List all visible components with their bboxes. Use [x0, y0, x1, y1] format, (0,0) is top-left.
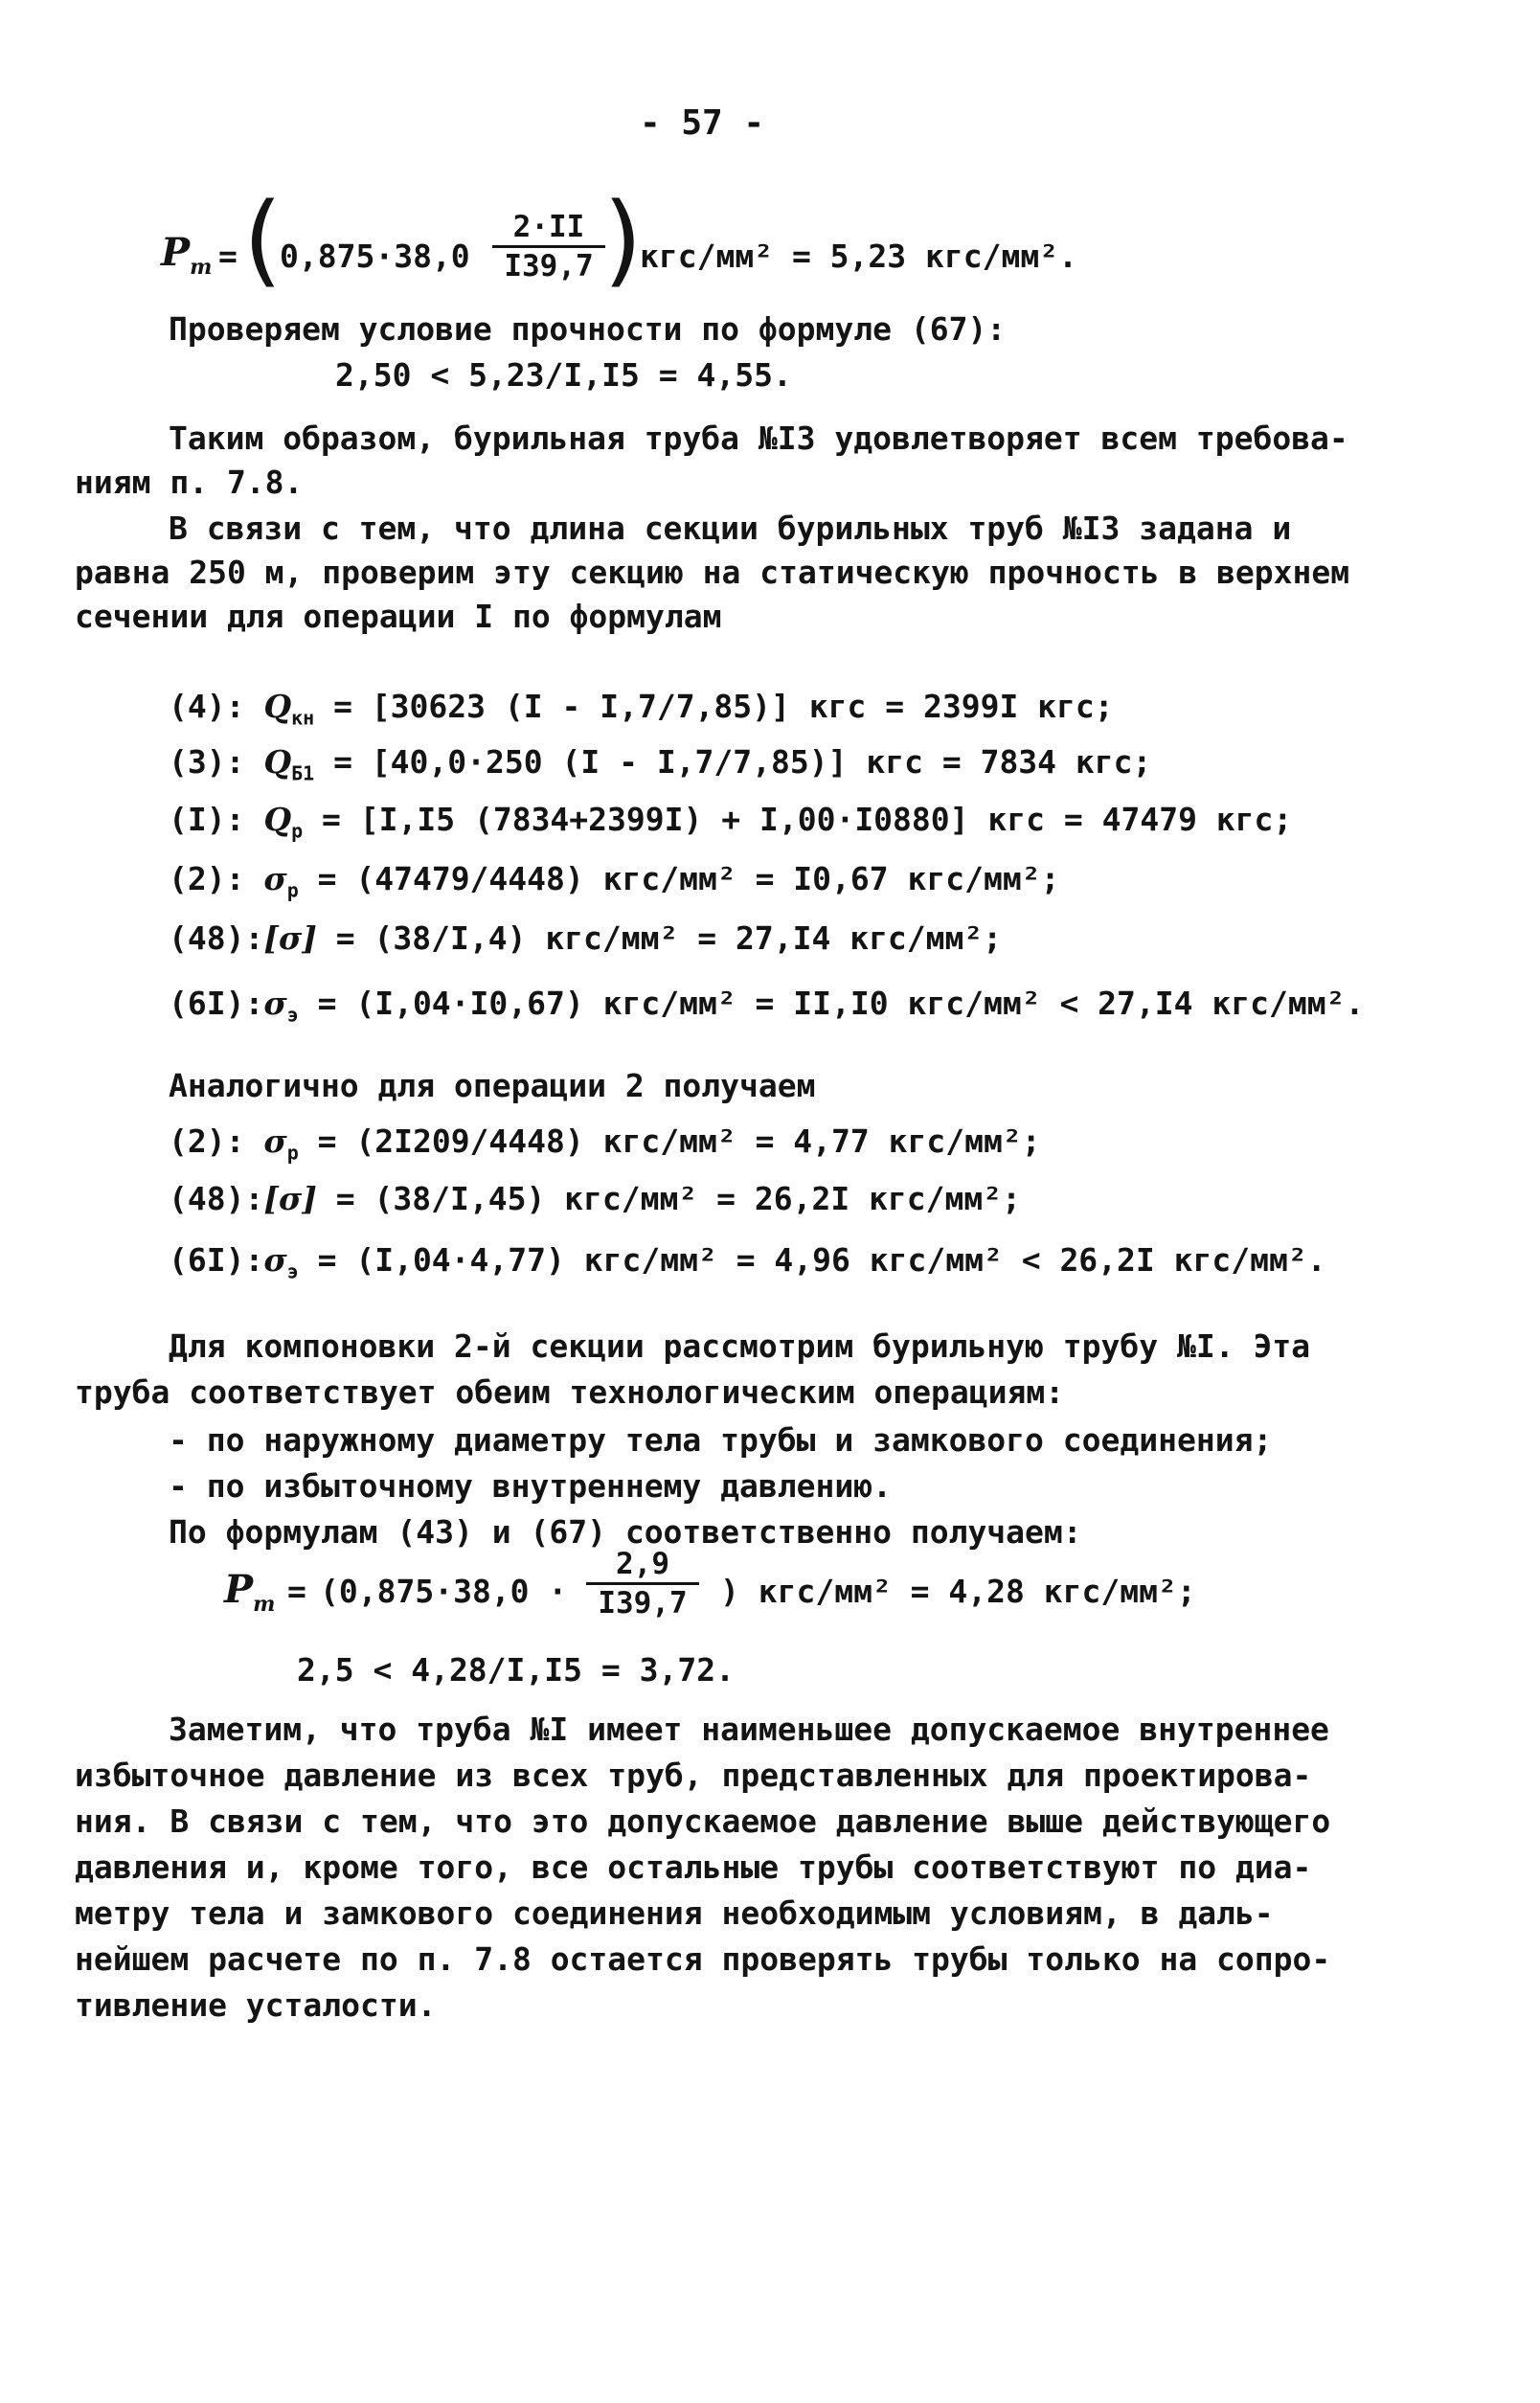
right-paren: ) — [603, 181, 643, 298]
paragraph-line: нейшем расчете по п. 7.8 остается проверять трубы только на сопро- — [75, 1940, 1331, 1978]
paragraph-line: тивление усталости. — [75, 1986, 437, 2024]
paragraph-line: Заметим, что труба №I имеет наименьшее допускаемое внутреннее — [169, 1711, 1329, 1748]
formula-2-lhs: $P_т$ — [224, 1567, 276, 1617]
paragraph-check-strength: Проверяем условие прочности по формуле (67): — [169, 310, 1007, 348]
formula-1-rhs: кгс/мм² = 5,23 кгс/мм². — [640, 238, 1077, 275]
formula-1-fraction — [492, 209, 605, 284]
paragraph-line: избыточное давление из всех труб, представленных для проектирова- — [75, 1757, 1312, 1794]
left-paren: ( — [243, 181, 283, 298]
equation-line: (2): $\sigma_р = (47479/4448) кгс/мм^2 = I0,67$ кгс/мм²; — [169, 860, 1060, 902]
equation-line: (48):[σ] = (38/I,45) кгс/мм² = 26,2I кгс/мм²; — [169, 1180, 1022, 1217]
paragraph-line: По формулам (43) и (67) соответственно получаем: — [169, 1513, 1082, 1551]
paragraph-line: сечении для операции I по формулам — [75, 598, 722, 635]
paragraph-line: Аналогично для операции 2 получаем — [169, 1067, 816, 1104]
paragraph-line: Таким образом, бурильная труба №I3 удовлетворяет всем требова- — [169, 419, 1348, 457]
paragraph-line: В связи с тем, что длина секции бурильных труб №I3 задана и — [169, 510, 1292, 547]
paragraph-line: равна 250 м, проверим эту секцию на статическую прочность в верхнем — [75, 554, 1350, 591]
formula-2-check: 2,5 < 4,28/I,I5 = 3,72. — [297, 1651, 735, 1689]
equation-line: (I): $Q_р = [I,I5$ (7834+2399I) + I,00·I0880] кгс = 47479 кгс; — [169, 801, 1293, 843]
list-item: - по избыточному внутреннему давлению. — [169, 1467, 892, 1505]
equation-line: (2): $\sigma_р = (2I209/4448) кгс/мм^2 = 4,77$ кгс/мм²; — [169, 1122, 1041, 1165]
formula-2-expr: (0,875·38,0 · — [320, 1573, 568, 1610]
formula-1-lhs: $P_т$ — [161, 230, 213, 280]
formula-2-fraction — [586, 1546, 699, 1621]
formula-2-denominator: I39,7 — [586, 1582, 699, 1621]
list-item: - по наружному диаметру тела трубы и замкового соединения; — [169, 1421, 1273, 1459]
equation-line: $(6I):\sigma_э = (I,04\cdot 4,77) кгс/мм^2 = 4,96$ кгс/мм² < 26,2I кгс/мм². — [169, 1241, 1326, 1283]
paragraph-line: метру тела и замкового соединения необходимым условиям, в даль- — [75, 1894, 1274, 1932]
formula-2-rhs: ) кгс/мм² = 4,28 кгс/мм²; — [720, 1573, 1196, 1610]
paragraph-line: ниям п. 7.8. — [75, 464, 304, 501]
paragraph-line: Для компоновки 2-й секции рассмотрим бурильную трубу №I. Эта — [169, 1327, 1311, 1365]
formula-1-expr: 0,875·38,0 — [280, 238, 470, 275]
equation-line: (4): $Q_{кн} = [30623$ (I - I,7/7,85)] кгс = 2399I кгс; — [169, 688, 1114, 730]
formula-1-denominator: I39,7 — [492, 245, 605, 284]
paragraph-line: труба соответствует обеим технологическим операциям: — [75, 1373, 1065, 1411]
formula-2-eq: = — [287, 1573, 306, 1610]
equation-line: (48):[σ] = (38/I,4) кгс/мм² = 27,I4 кгс/мм²; — [169, 919, 1003, 957]
equation-line: (3): $Q_{Б1} = [40,0\cdot 250$ (I - I,7/7,85)] кгс = 7834 кгс; — [169, 743, 1152, 785]
page-number: - 57 - — [640, 103, 765, 143]
equation-line: $(6I):\sigma_э = (I,04\cdot I0,67) кгс/мм^2 = II,I0$ кгс/мм² < 27,I4 кгс/мм². — [169, 985, 1365, 1027]
paragraph-line: давления и, кроме того, все остальные трубы соответствуют по диа- — [75, 1848, 1312, 1886]
paragraph-line: ния. В связи с тем, что это допускаемое давление выше действующего — [75, 1802, 1331, 1840]
formula-1-numerator: 2·II — [512, 210, 585, 244]
formula-1-eq: = — [218, 238, 238, 275]
formula-2-numerator: 2,9 — [616, 1547, 669, 1581]
strength-check-formula: 2,50 < 5,23/I,I5 = 4,55. — [335, 356, 792, 394]
